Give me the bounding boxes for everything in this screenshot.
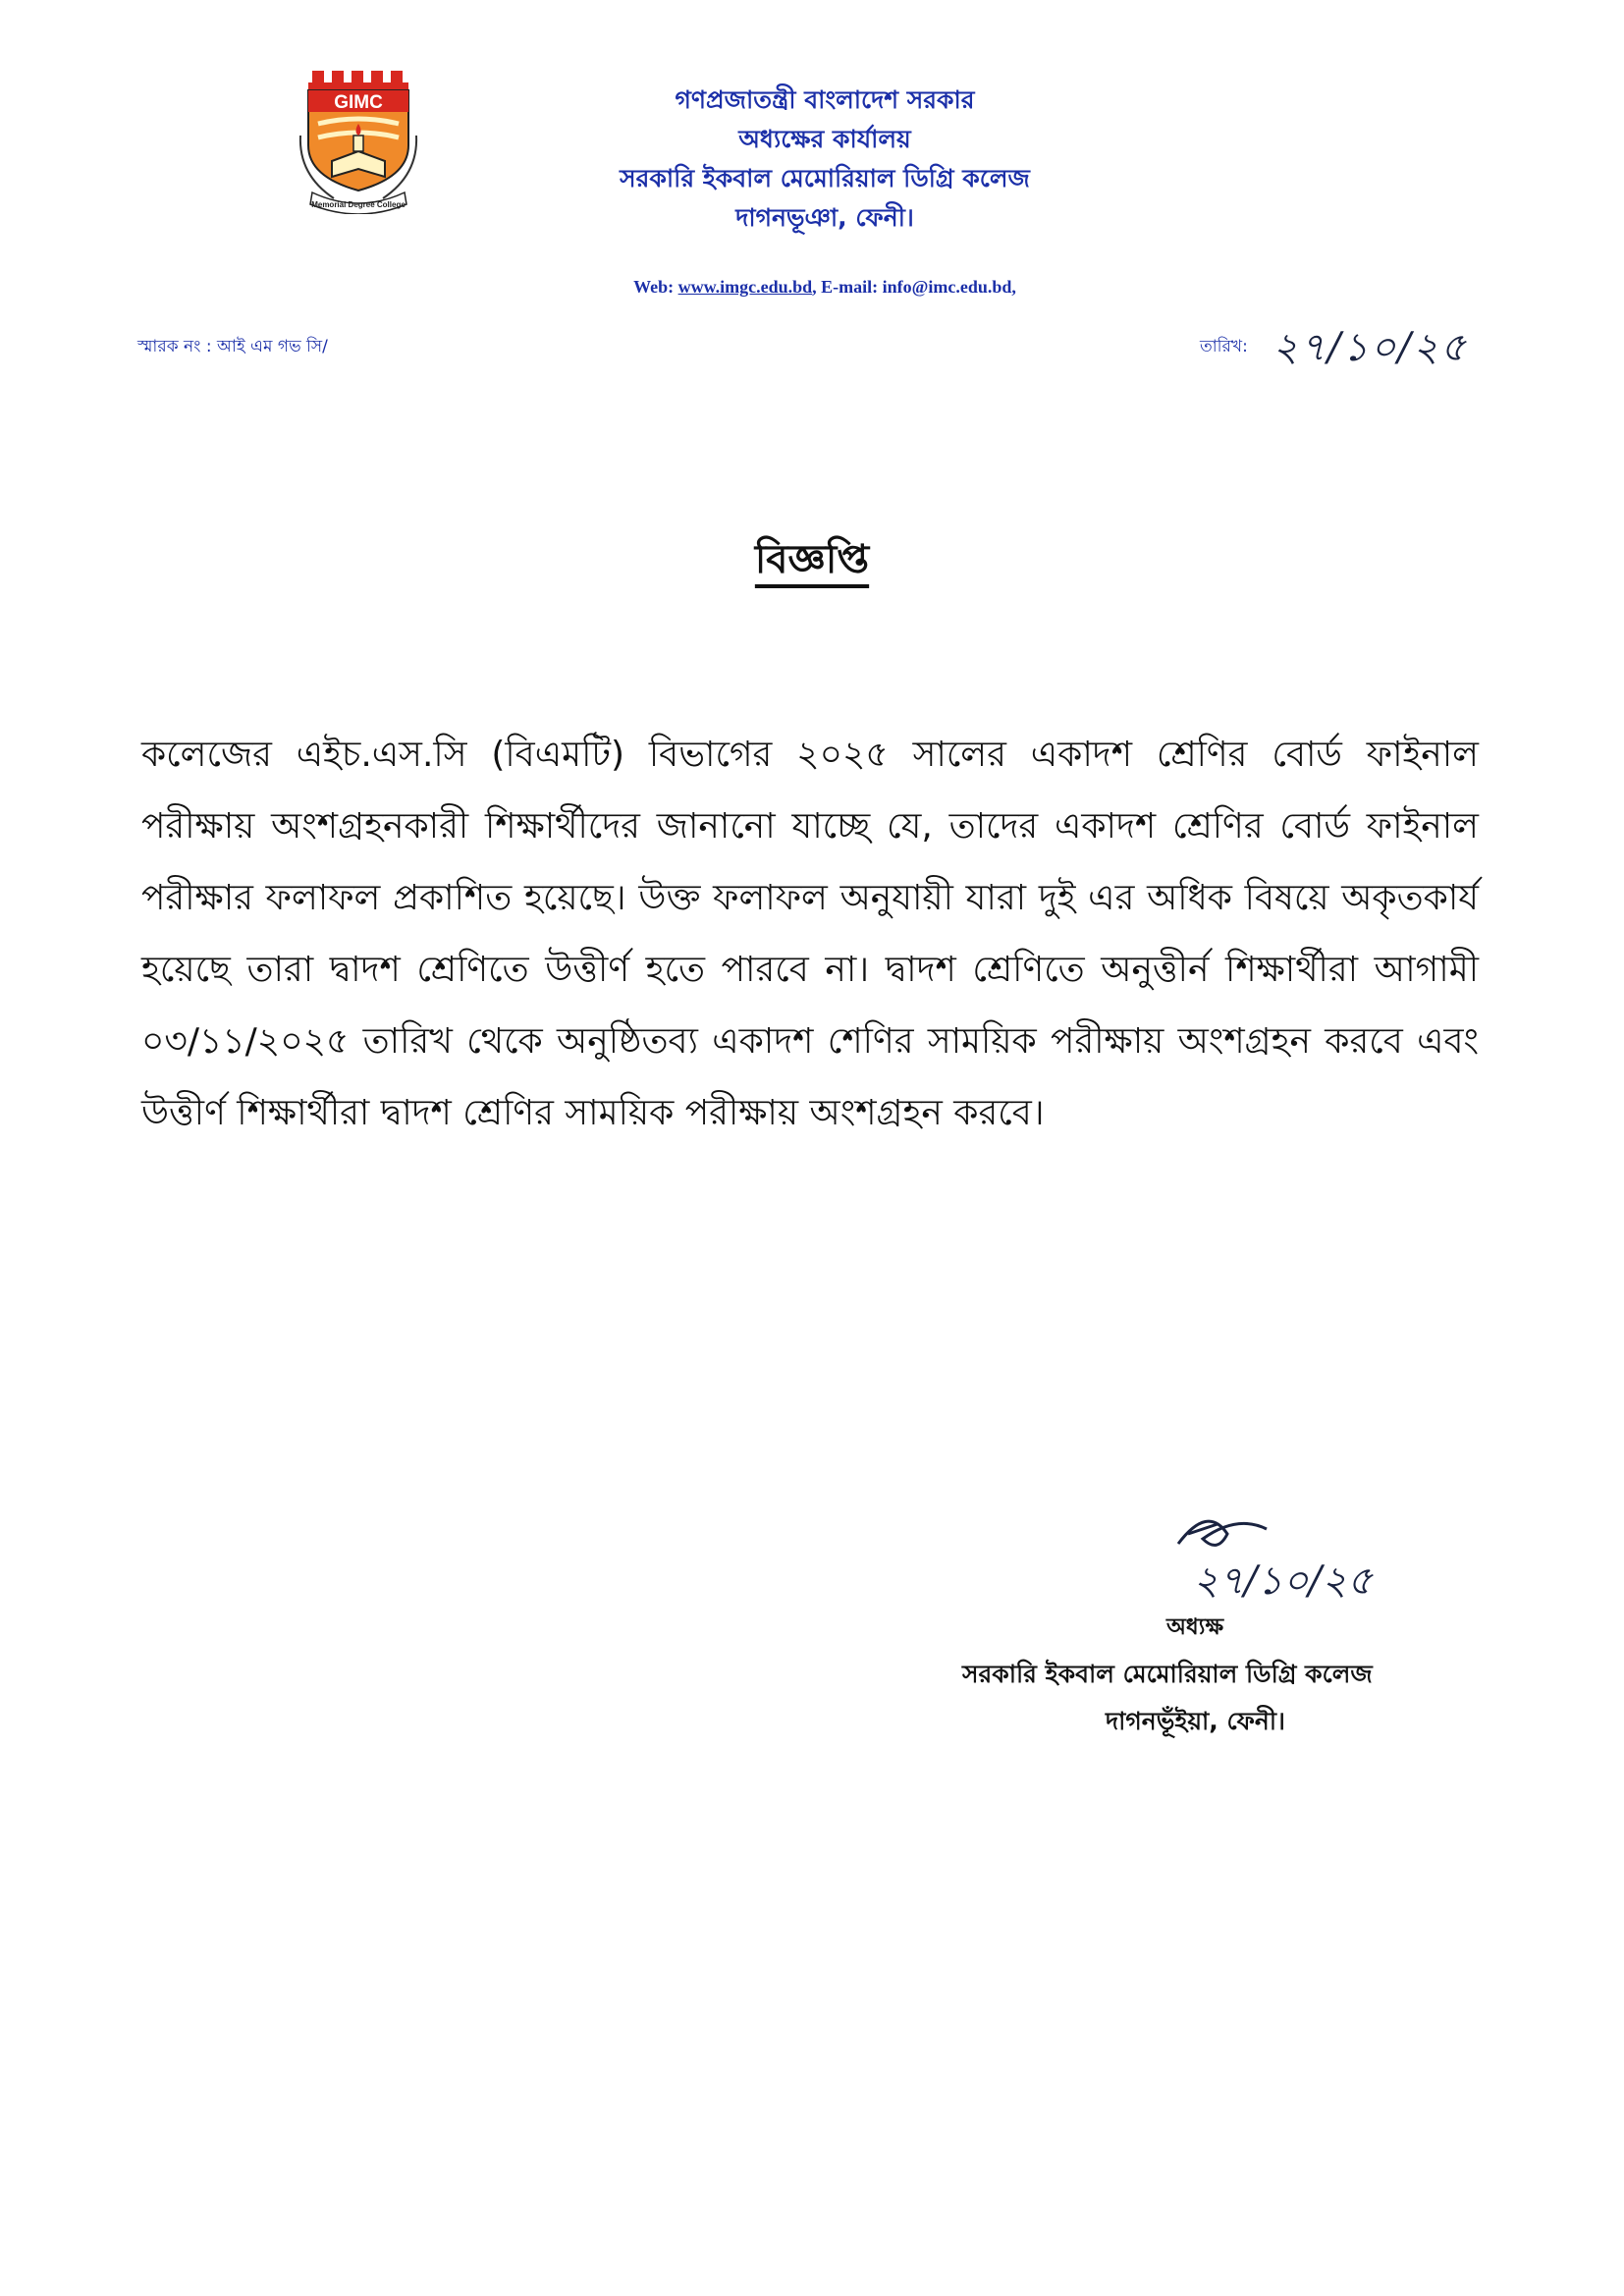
date-label: তারিখ: [1200,337,1248,356]
location-line: দাগনভূঞা, ফেনী। [735,203,914,232]
notice-title: বিজ্ঞপ্তি [754,537,870,582]
notice-body: কলেজের এইচ.এস.সি (বিএমটি) বিভাগের ২০২৫ সালের একাদশ শ্রেণির বোর্ড ফাইনাল পরীক্ষায় অংশগ্রহনকারী শিক্ষার্থীদের জানানো যাচ্ছে যে, তাদের একাদশ শ্রেণির বোর্ড ফাইনাল পরীক্ষার ফলাফল প্রকাশিত হয়েছে। উক্ত ফলাফল অনুযায়ী যারা দুই এর অধিক বিষয়ে অকৃতকার্য হয়েছে তারা দ্বাদশ শ্রেণিতে উত্তীর্ণ হতে পারবে না। দ্বাদশ শ্রেণিতে অনুত্তীর্ন শিক্ষার্থীরা আগামী ০৩/১১/২০২৫ তারিখ থেকে অনুষ্ঠিতব্য একাদশ শেণির সাময়িক পরীক্ষায় অংশগ্রহন করবে এবং উত্তীর্ণ শিক্ষার্থীরা দ্বাদশ শ্রেণির সাময়িক পরীক্ষায় অংশগ্রহন করবে। [141,735,1479,1133]
logo-ribbon-text: Memorial Degree College [311,200,406,209]
govt-line: গণপ্রজাতন্ত্রী বাংলাদেশ সরকার [675,85,975,114]
college-logo [295,67,432,214]
web-label: Web: [633,277,678,297]
signature-date: ২৭/১০/২৫ [1193,1558,1373,1604]
signatory-college: সরকারি ইকবাল মেমোরিয়াল ডিগ্রি কলেজ [962,1660,1373,1688]
signatory-designation: অধ্যক্ষ [1166,1614,1224,1640]
memo-number: স্মারক নং : আই এম গভ সি/ [137,337,328,356]
logo-abbr: GIMC [334,92,383,113]
notice-title-wrap [0,528,1624,594]
email-label: , E-mail: [812,277,883,297]
web-link[interactable]: www.imgc.edu.bd [677,277,813,297]
signatory-place: দাগনভূঁইয়া, ফেনী। [1106,1707,1285,1735]
letterhead [550,81,1100,238]
contact-line [550,277,1100,298]
date-handwritten: ২৭/১০/২৫ [1272,325,1468,370]
office-line: অধ্যক্ষের কার্যালয় [738,125,911,153]
college-name-line: সরকারি ইকবাল মেমোরিয়াল ডিগ্রি কলেজ [620,164,1030,192]
email-address[interactable]: info@imc.edu.bd, [882,277,1016,297]
